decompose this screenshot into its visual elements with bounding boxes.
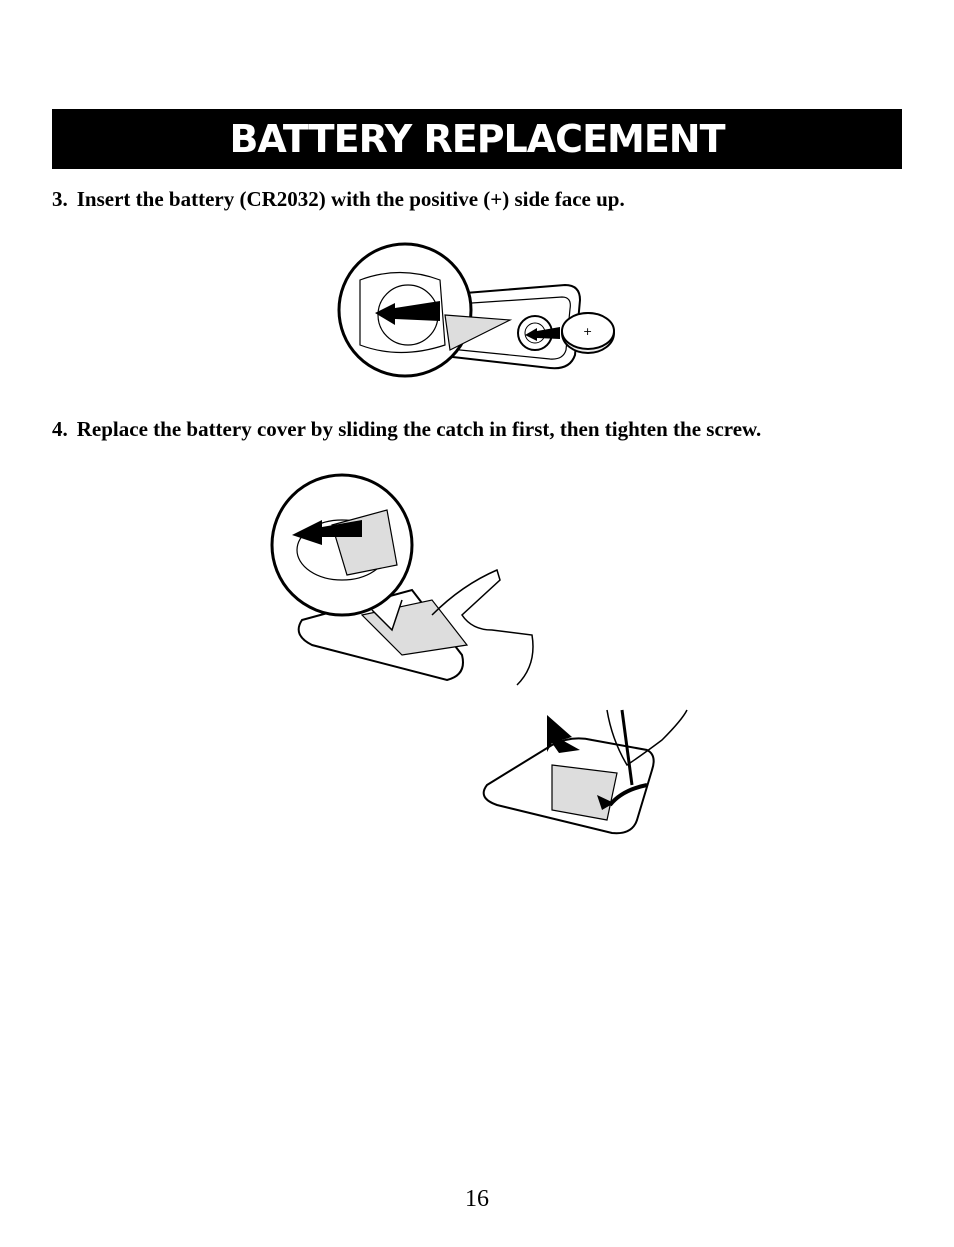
- step-text: Replace the battery cover by sliding the catch in first, then tighten the screw.: [76, 417, 762, 441]
- step-number: 3.: [52, 187, 68, 211]
- section-banner: [52, 109, 902, 169]
- step-text: Insert the battery (CR2032) with the positive (+) side face up.: [76, 187, 625, 211]
- step-number: 4.: [52, 417, 68, 441]
- page-number: 16: [465, 1186, 489, 1212]
- battery-insert-illustration: [330, 235, 630, 385]
- cover-replace-illustration: [262, 465, 692, 845]
- step-4: [52, 417, 761, 442]
- step-3: [52, 187, 625, 212]
- svg-text:+: +: [583, 325, 593, 338]
- section-title: BATTERY REPLACEMENT: [229, 117, 725, 161]
